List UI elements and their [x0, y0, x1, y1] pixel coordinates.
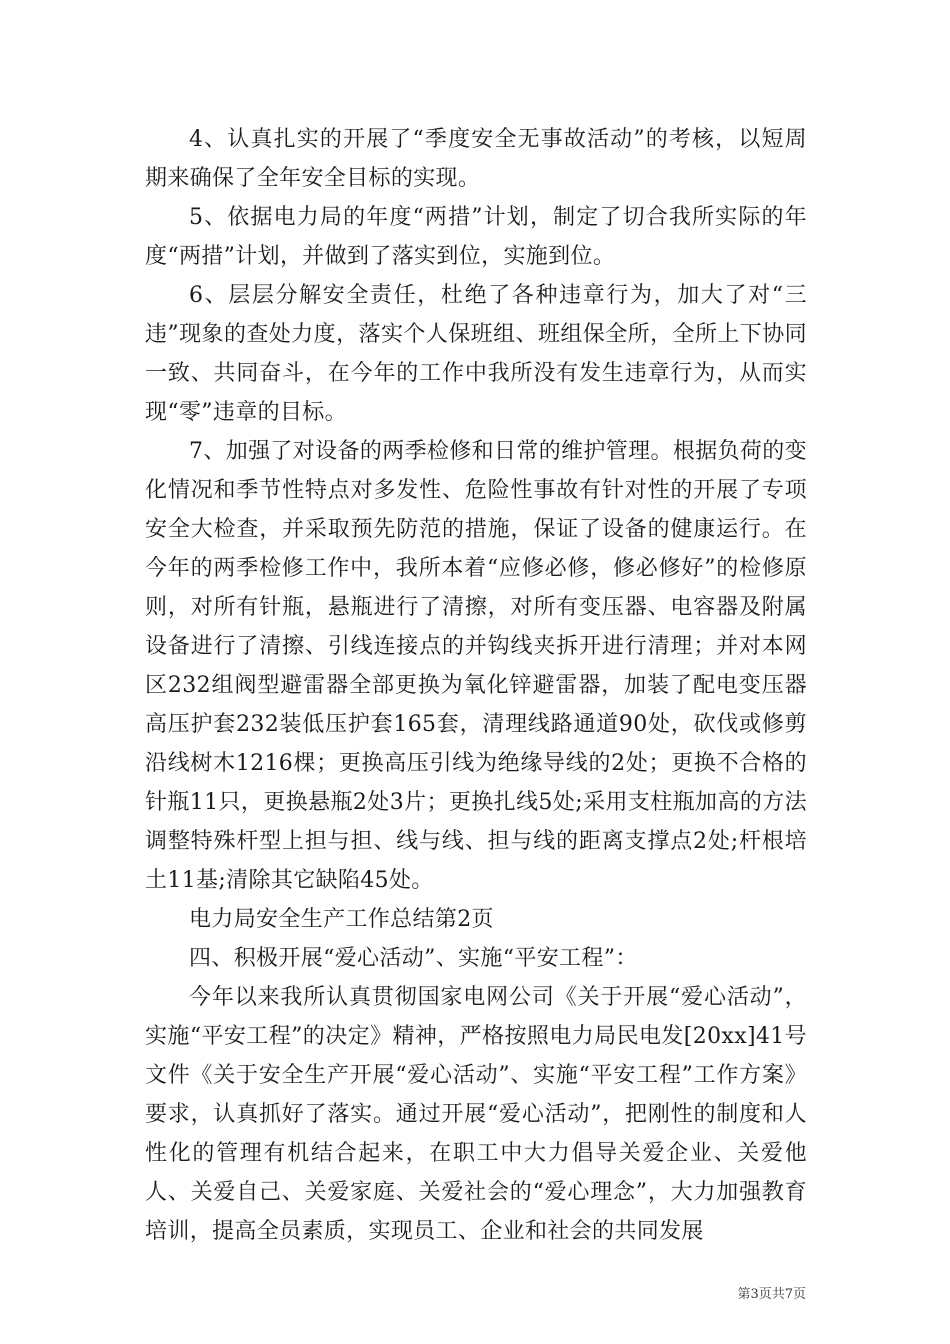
document-body: [145, 120, 807, 1251]
paragraph-item-5: 5、依据电力局的年度“两措”计划，制定了切合我所实际的年度“两措”计划，并做到了落实到位，实施到位。: [145, 205, 807, 269]
paragraph-item-7: 7、加强了对设备的两季检修和日常的维护管理。根据负荷的变化情况和季节性特点对多发性、危险性事故有针对性的开展了专项安全大检查，并采取预先防范的措施，保证了设备的健康运行。在今年的两季检修工作中，我所本着“应修必修，修必修好”的检修原则，对所有针瓶，悬瓶进行了清擦，对所有变压器、电容器及附属设备进行了清擦、引线连接点的并钩线夹拆开进行清理；并对本网区232组阀型避雷器全部更换为氧化锌避雷器，加装了配电变压器高压护套232装低压护套165套，清理线路通道90处，砍伐或修剪沿线树木1216棵；更换高压引线为绝缘导线的2处；更换不合格的针瓶11只，更换悬瓶2处3片；更换扎线5处;采用支柱瓶加高的方法调整特殊杆型上担与担、线与线、担与线的距离支撑点2处;杆根培土11基;清除其它缺陷45处。: [145, 439, 807, 893]
paragraph-love-activity: 今年以来我所认真贯彻国家电网公司《关于开展“爱心活动”，实施“平安工程”的决定》精神，严格按照电力局民电发[20xx]41号文件《关于安全生产开展“爱心活动”、实施“平安工程”工作方案》要求，认真抓好了落实。通过开展“爱心活动”，把刚性的制度和人性化的管理有机结合起来，在职工中大力倡导关爱企业、关爱他人、关爱自己、关爱家庭、关爱社会的“爱心理念”，大力加强教育培训，提高全员素质，实现员工、企业和社会的共同发展: [145, 985, 807, 1244]
paragraph-item-4: 4、认真扎实的开展了“季度安全无事故活动”的考核，以短周期来确保了全年安全目标的实现。: [145, 127, 807, 191]
paragraph-item-6: 6、层层分解安全责任，杜绝了各种违章行为，加大了对“三违”现象的查处力度，落实个人保班组、班组保全所，全所上下协同一致、共同奋斗，在今年的工作中我所没有发生违章行为，从而实现“零”违章的目标。: [145, 283, 807, 425]
page-number-footer: 第3页共7页: [737, 1287, 806, 1302]
section-heading-four: 四、积极开展“爱心活动”、实施“平安工程”：: [189, 946, 638, 971]
page-reference-line: 电力局安全生产工作总结第2页: [189, 907, 494, 932]
